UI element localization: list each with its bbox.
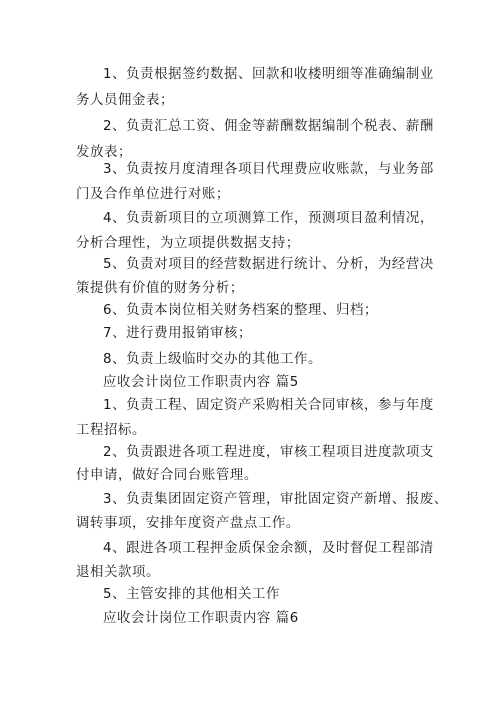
paragraph-line: 策提供有价值的财务分析； <box>76 281 244 296</box>
paragraph-line: 7、进行费用报销审核； <box>103 326 253 341</box>
paragraph-line: 工程招标。 <box>76 423 146 438</box>
paragraph-line: 门及合作单位进行对账； <box>76 187 230 202</box>
paragraph-line: 8、负责上级临时交办的其他工作。 <box>103 352 322 367</box>
paragraph-line: 1、负责根据签约数据、回款和收楼明细等准确编制业 <box>103 67 434 82</box>
paragraph-line: 退相关款项。 <box>76 565 160 580</box>
paragraph-line: 分析合理性，为立项提供数据支持； <box>76 236 300 251</box>
paragraph-line: 付申请，做好合同台账管理。 <box>76 468 258 483</box>
paragraph-line: 4、跟进各项工程押金质保金余额，及时督促工程部清 <box>103 541 434 556</box>
paragraph-line: 4、负责新项目的立项测算工作，预测项目盈利情况， <box>103 211 434 226</box>
paragraph-line: 5、负责对项目的经营数据进行统计、分析，为经营决 <box>103 257 434 272</box>
paragraph-line: 1、负责工程、固定资产采购相关合同审核，参与年度 <box>103 398 434 413</box>
paragraph-line: 2、负责汇总工资、佣金等薪酬数据编制个税表、薪酬 <box>103 119 434 134</box>
paragraph-line: 调转事项，安排年度资产盘点工作。 <box>76 516 300 531</box>
paragraph-line: 2、负责跟进各项工程进度，审核工程项目进度款项支 <box>103 445 434 460</box>
paragraph-line: 务人员佣金表； <box>76 93 174 108</box>
paragraph-line: 6、负责本岗位相关财务档案的整理、归档； <box>103 303 378 318</box>
paragraph-line: 3、负责集团固定资产管理，审批固定资产新增、报废、 <box>103 492 448 507</box>
section-heading: 应收会计岗位工作职责内容 篇5 <box>103 375 299 390</box>
paragraph-line: 5、主管安排的其他相关工作 <box>103 587 281 602</box>
paragraph-line: 3、负责按月度清理各项目代理费应收账款，与业务部 <box>103 162 434 177</box>
section-heading: 应收会计岗位工作职责内容 篇6 <box>103 611 299 626</box>
paragraph-line: 发放表； <box>76 145 132 160</box>
